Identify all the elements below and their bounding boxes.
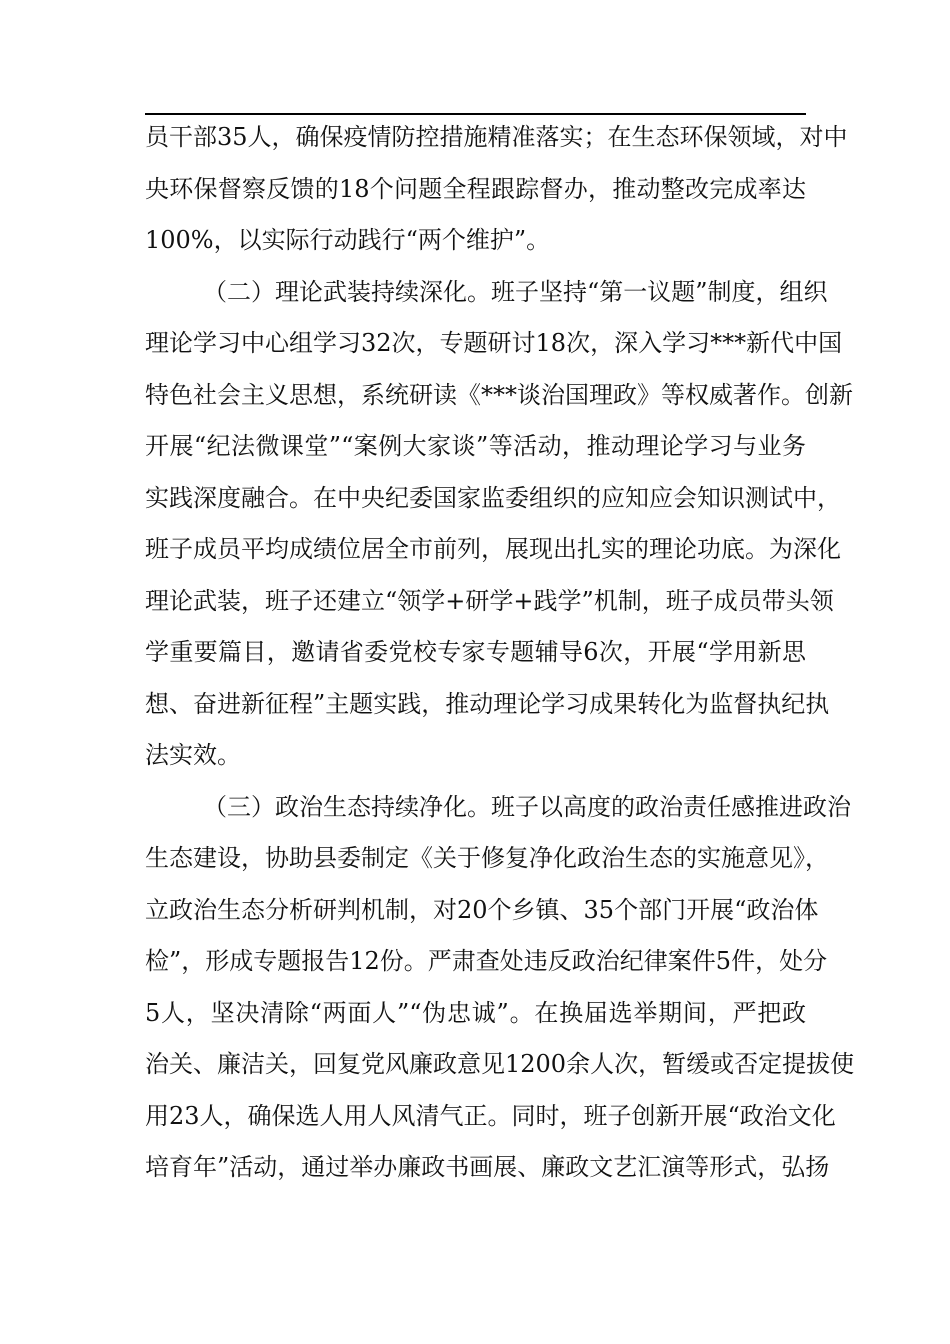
text-line: 理论学习中心组学习32次，专题研讨18次，深入学习***新代中国 xyxy=(145,329,843,357)
text-line: （二）理论武装持续深化。班子坚持“第一议题”制度，组织 xyxy=(203,277,828,306)
text-line: 特色社会主义思想，系统研读《***谈治国理政》等权威著作。创新 xyxy=(145,380,853,409)
header-rule xyxy=(145,113,806,115)
text-line: 检”，形成专题报告12份。严肃查处违反政治纪律案件5件，处分 xyxy=(145,947,828,975)
text-line: 员干部35人，确保疫情防控措施精准落实；在生态环保领域，对中 xyxy=(145,123,848,151)
text-line: 生态建设，协助县委制定《关于修复净化政治生态的实施意见》， xyxy=(145,844,829,872)
text-line: 学重要篇目，邀请省委党校专家专题辅导6次，开展“学用新思 xyxy=(145,638,806,666)
text-line: 实践深度融合。在中央纪委国家监委组织的应知应会知识测试中， xyxy=(145,483,841,512)
text-line: 理论武装，班子还建立“领学+研学+践学”机制，班子成员带头领 xyxy=(145,586,834,615)
text-line: 法实效。 xyxy=(145,741,241,769)
text-line: 培育年”活动，通过举办廉政书画展、廉政文艺汇演等形式，弘扬 xyxy=(145,1153,830,1181)
text-line: 治关、廉洁关，回复党风廉政意见1200余人次，暂缓或否定提拔使 xyxy=(145,1050,855,1078)
text-line: （三）政治生态持续净化。班子以高度的政治责任感推进政治 xyxy=(203,792,851,821)
text-line: 立政治生态分析研判机制，对20个乡镇、35个部门开展“政治体 xyxy=(145,895,819,924)
text-line: 想、奋进新征程”主题实践，推动理论学习成果转化为监督执纪执 xyxy=(145,689,830,718)
text-line: 用23人，确保选人用人风清气正。同时，班子创新开展“政治文化 xyxy=(145,1101,836,1130)
text-line: 开展“纪法微课堂”“案例大家谈”等活动，推动理论学习与业务 xyxy=(145,432,806,460)
text-line: 央环保督察反馈的18个问题全程跟踪督办，推动整改完成率达 xyxy=(145,174,806,203)
text-line: 5人，坚决清除“两面人”“伪忠诚”。在换届选举期间，严把政 xyxy=(145,998,806,1027)
text-line: 班子成员平均成绩位居全市前列，展现出扎实的理论功底。为深化 xyxy=(145,535,841,563)
text-line: 100%，以实际行动践行“两个维护”。 xyxy=(145,226,551,254)
